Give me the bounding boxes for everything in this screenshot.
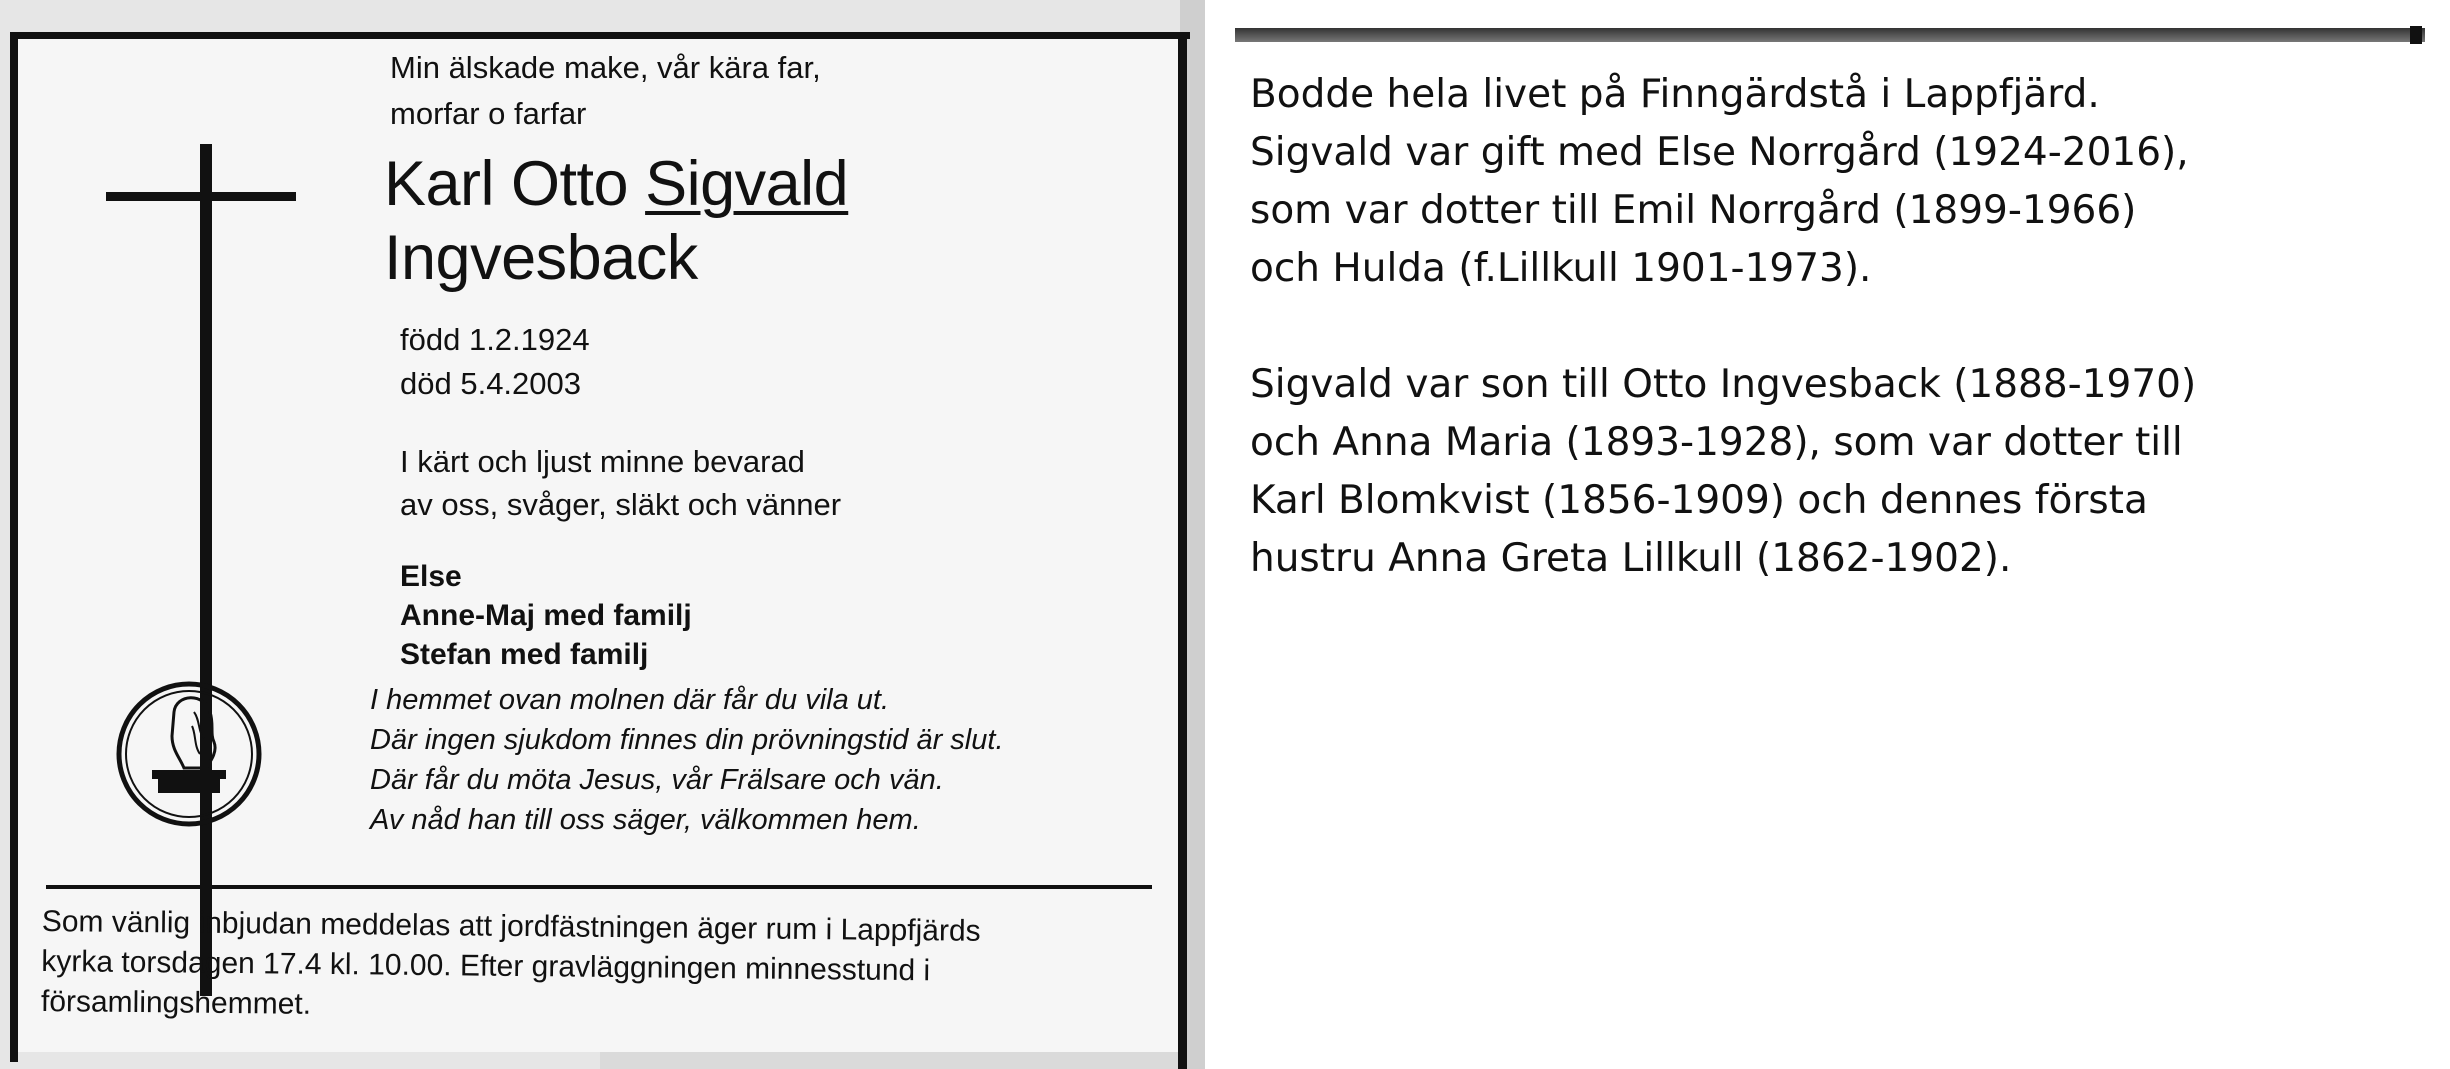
caption-line: Karl Blomkvist (1856-1909) och dennes första — [1250, 478, 2148, 523]
poem-line: Där får du möta Jesus, vår Frälsare och vän. — [370, 764, 944, 796]
funeral-announcement — [41, 902, 981, 1032]
poem-line: Där ingen sjukdom finnes din prövningstid är slut. — [370, 724, 1004, 756]
caption-line: och Anna Maria (1893-1928), som var dotter till — [1250, 420, 2183, 465]
funeral-line: kyrka torsdagen 17.4 kl. 10.00. Efter gravläggningen minnesstund i — [41, 944, 931, 988]
name-underlined: Sigvald — [645, 149, 849, 219]
caption-paragraph-1 — [1250, 66, 2430, 298]
caption-line: Sigvald var gift med Else Norrgård (1924-2016), — [1250, 130, 2189, 175]
family-member: Else — [400, 560, 462, 593]
deceased-name-line-1 — [384, 148, 848, 220]
memory-line-2: av oss, svåger, släkt och vänner — [400, 487, 842, 522]
frame-left-border — [10, 32, 18, 1062]
poem-line: Av nåd han till oss säger, välkommen hem. — [370, 804, 921, 836]
intro-line-1: Min älskade make, vår kära far, — [390, 50, 821, 85]
section-divider — [46, 885, 1152, 889]
top-scan-edge-mark — [2410, 26, 2422, 44]
caption-line: Sigvald var son till Otto Ingvesback (1888-1970) — [1250, 362, 2197, 407]
frame-right-border — [1178, 32, 1187, 1069]
newspaper-clipping — [0, 0, 1205, 1069]
family-list — [400, 557, 692, 674]
poem-line: I hemmet ovan molnen där får du vila ut. — [370, 684, 890, 716]
intro-line-2: morfar o farfar — [390, 96, 587, 131]
name-first: Karl Otto — [384, 149, 646, 219]
cross-vertical-bar — [200, 144, 212, 996]
deceased-surname: Ingvesback — [384, 223, 698, 293]
caption-line: som var dotter till Emil Norrgård (1899-1966) — [1250, 188, 2137, 233]
caption-paragraph-2 — [1250, 356, 2430, 588]
funeral-line: Som vänlig inbjudan meddelas att jordfästningen äger rum i Lappfjärds — [41, 904, 981, 948]
death-date: död 5.4.2003 — [400, 366, 582, 401]
praying-figure-emblem-icon — [114, 672, 264, 832]
caption-line: Bodde hela livet på Finngärdstå i Lappfjärd. — [1250, 72, 2100, 117]
obituary-notice — [10, 32, 1178, 1052]
family-member: Stefan med familj — [400, 638, 649, 671]
caption-line: hustru Anna Greta Lillkull (1862-1902). — [1250, 536, 2012, 581]
caption-line: och Hulda (f.Lillkull 1901-1973). — [1250, 246, 1872, 291]
cross-horizontal-bar — [106, 192, 296, 201]
funeral-line: församlingshemmet. — [40, 984, 312, 1021]
family-member: Anne-Maj med familj — [400, 599, 692, 632]
memory-line-1: I kärt och ljust minne bevarad — [400, 444, 805, 479]
frame-top-border — [10, 32, 1190, 39]
top-scan-edge — [1235, 28, 2425, 42]
poem-verse — [370, 680, 1004, 840]
birth-date: född 1.2.1924 — [400, 322, 590, 357]
biography-caption — [1250, 66, 2430, 588]
